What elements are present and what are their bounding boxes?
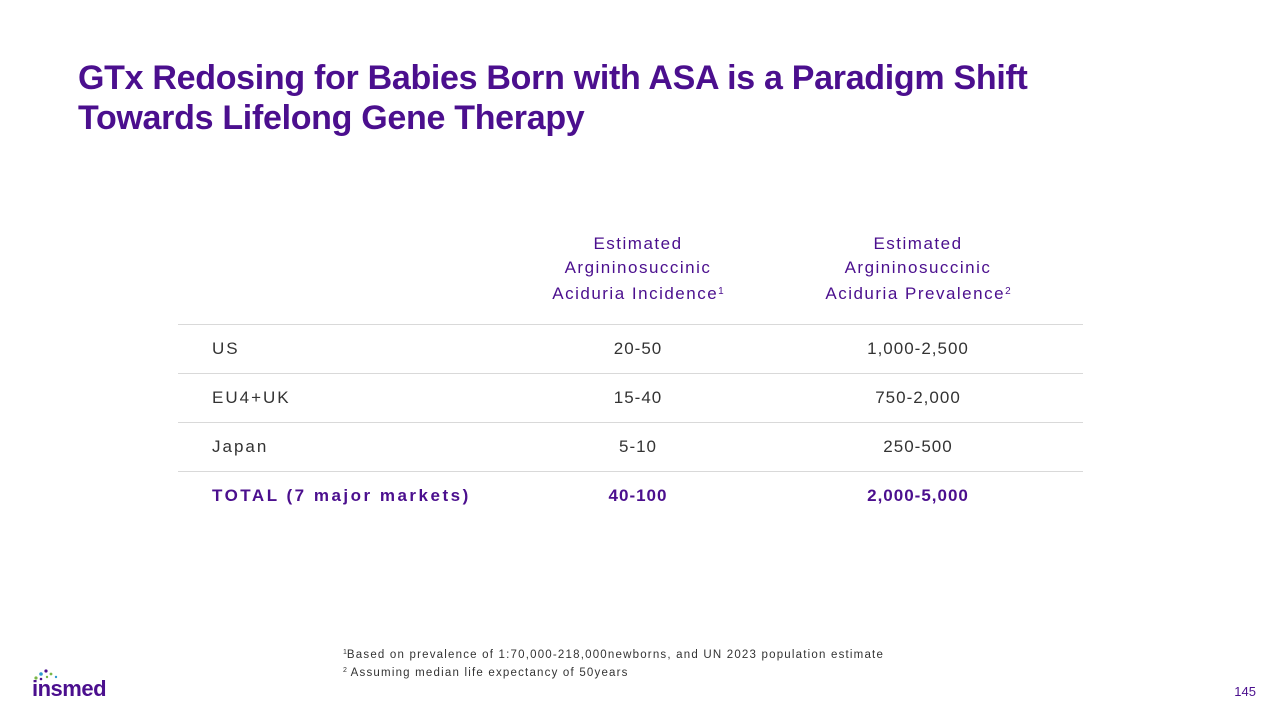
logo-wordmark: insmed [32,676,107,701]
header-prevalence-text: Aciduria Prevalence [825,284,1006,303]
page-number: 145 [1234,684,1256,699]
table-header [178,228,1083,325]
market-table [178,228,1083,520]
incidence-value: 15-40 [613,388,663,407]
table-row [178,423,1083,472]
header-incidence-text: Aciduria Incidence [552,284,719,303]
footnotes [343,645,884,681]
header-prevalence-line-3 [788,280,1048,306]
footnote-2-marker: 2 [343,667,347,674]
footnote-1 [343,645,884,663]
header-incidence [508,232,768,306]
prevalence-value: 750-2,000 [875,388,961,407]
total-label: TOTAL (7 major markets) [212,486,471,505]
header-prevalence-line-2: Argininosuccinic [844,258,992,277]
header-incidence-line-3 [508,280,768,306]
footnote-2-text: Assuming median life expectancy of 50years [346,667,629,679]
header-prevalence-footnote-marker: 2 [1005,286,1011,297]
slide-title-line-1: GTx Redosing for Babies Born with ASA is a Paradigm Shift [78,59,1028,97]
footnote-1-marker: 1 [343,649,347,656]
prevalence-value: 250-500 [883,437,953,456]
slide-title [78,58,1178,138]
row-label: EU4+UK [212,388,291,407]
header-incidence-line-1: Estimated [593,234,683,253]
row-label: US [212,339,240,358]
total-incidence-value: 40-100 [608,486,668,505]
header-incidence-line-2: Argininosuccinic [564,258,712,277]
row-label: Japan [212,437,269,456]
total-prevalence-value: 2,000-5,000 [867,486,969,505]
table-row [178,374,1083,423]
footnote-2 [343,663,884,681]
header-incidence-footnote-marker: 1 [718,286,724,297]
header-prevalence-line-1: Estimated [873,234,963,253]
table-row [178,325,1083,374]
table-row-total [178,472,1083,520]
prevalence-value: 1,000-2,500 [867,339,969,358]
footnote-1-text: Based on prevalence of 1:70,000-218,000newborns, and UN 2023 population estimate [346,649,885,661]
incidence-value: 5-10 [618,437,658,456]
incidence-value: 20-50 [613,339,663,358]
slide-title-line-2: Towards Lifelong Gene Therapy [78,99,585,137]
header-prevalence [788,232,1048,306]
insmed-logo [30,668,125,702]
